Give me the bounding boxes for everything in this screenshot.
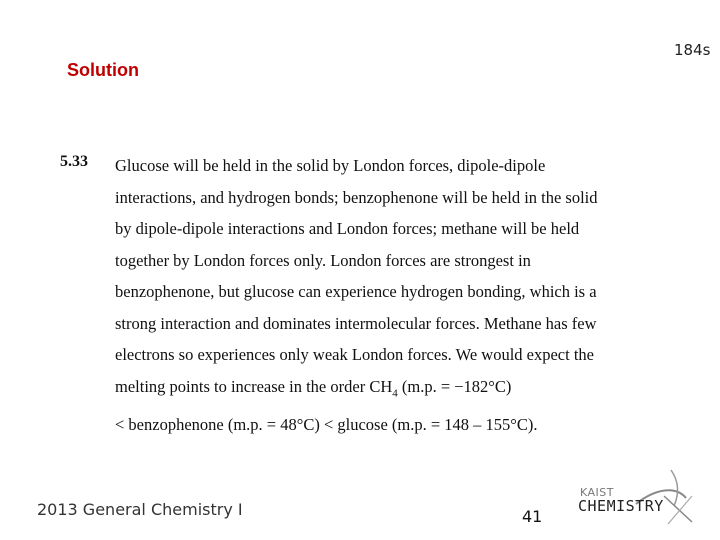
solution-heading: Solution — [67, 60, 139, 80]
text-line-9: < benzophenone (m.p. = 48°C) < glucose (m.p. = 148 – 155°C). — [115, 415, 538, 435]
logo-chemistry-text: CHEMISTRY — [578, 497, 664, 515]
methane-formula-subscript: 4 — [392, 386, 398, 399]
line8-suffix: (m.p. = −182°C) — [401, 376, 512, 396]
line8-prefix: melting points to increase in the order — [115, 376, 366, 396]
text-line-5: benzophenone, but glucose can experience hydrogen bonding, which is a — [115, 282, 597, 301]
slide-id: 184s — [674, 41, 711, 59]
methane-formula — [369, 376, 398, 399]
logo-kaist-text: KAIST — [580, 486, 614, 499]
text-line-3: by dipole-dipole interactions and London forces; methane will be held — [115, 219, 580, 238]
text-line-4: together by London forces only. London forces are strongest in — [115, 250, 531, 270]
course-footer: 2013 General Chemistry I — [37, 500, 243, 519]
problem-solution-text — [115, 150, 655, 441]
page-number: 41 — [522, 507, 543, 526]
text-line-8 — [115, 371, 655, 410]
text-line-7: electrons so experiences only weak London forces. We would expect the — [115, 345, 594, 364]
text-line-1: Glucose will be held in the solid by London forces, dipole-dipole — [115, 156, 546, 175]
kaist-chemistry-logo — [576, 466, 696, 526]
text-line-2: interactions, and hydrogen bonds; benzophenone will be held in the solid — [115, 187, 598, 207]
text-line-6: strong interaction and dominates intermolecular forces. Methane has few — [115, 313, 597, 333]
problem-number: 5.33 — [60, 153, 88, 170]
methane-formula-main: CH — [369, 376, 393, 396]
